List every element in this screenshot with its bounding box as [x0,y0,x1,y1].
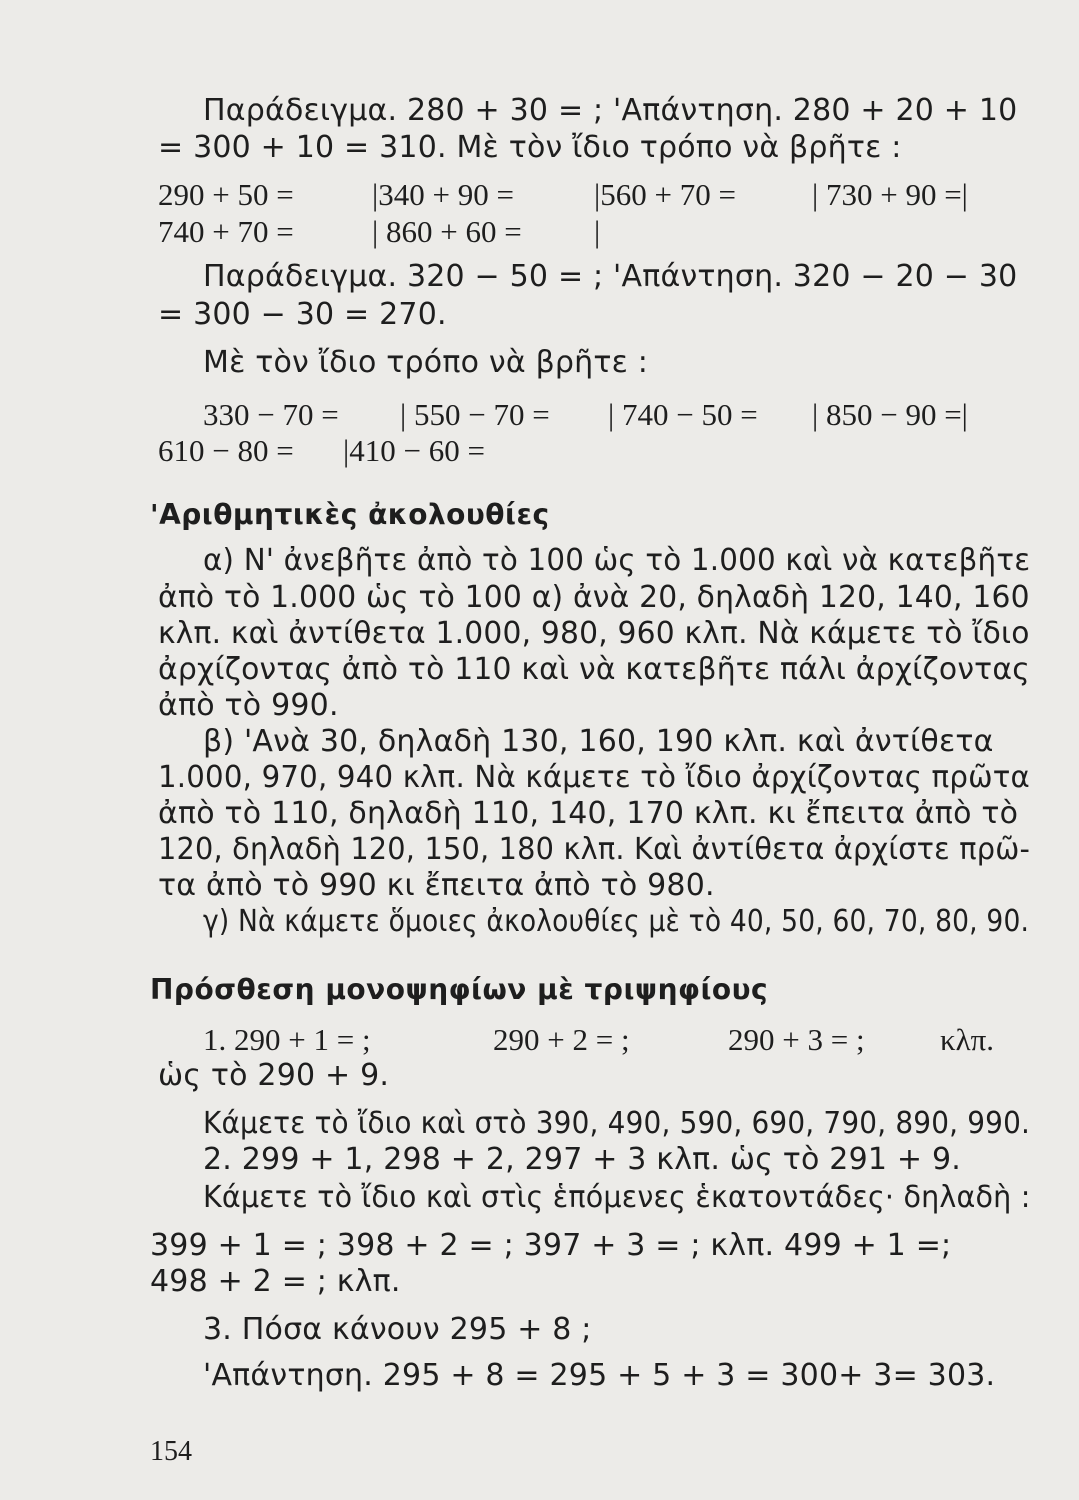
mono-row-1-c4: κλπ. [940,1022,995,1057]
seq-line-3: κλπ. καὶ ἀντίθετα 1.000, 980, 960 κλπ. Νὰ κάμετε τὸ ἴδιο [158,616,1030,651]
sequences-heading: 'Αριθμητικὲς ἀκολουθίες [150,498,550,531]
page-number: 154 [150,1436,192,1467]
seq-line-7: 1.000, 970, 940 κλπ. Νὰ κάμετε τὸ ἴδιο ἀρχίζοντας πρῶτα [158,760,1030,795]
ex-add-line-2: = 300 + 10 = 310. Μὲ τὸν ἴδιο τρόπο νὰ βρῆτε : [158,130,902,165]
ex-add-row-1-c3: |560 + 70 = [594,177,736,212]
seq-line-10: τα ἀπὸ τὸ 990 κι ἔπειτα ἀπὸ τὸ 980. [158,868,715,903]
ex-add-row-1-c1: 290 + 50 = [158,177,294,212]
mono-line-1: ὡς τὸ 290 + 9. [158,1058,390,1093]
mono-line-5: 399 + 1 = ; 398 + 2 = ; 397 + 3 = ; κλπ. 499 + 1 =; [150,1228,952,1263]
ex-sub-row-1-c4: | 850 − 90 =| [812,397,968,432]
ex-add-row-2-c3: | [594,214,601,249]
mono-line-8: 'Απάντηση. 295 + 8 = 295 + 5 + 3 = 300+ 3= 303. [203,1358,996,1393]
ex-sub-row-1-c2: | 550 − 70 = [400,397,550,432]
ex-add-line-1: Παράδειγμα. 280 + 30 = ; 'Απάντηση. 280 + 20 + 10 [203,93,1018,128]
seq-line-8: ἀπὸ τὸ 110, δηλαδὴ 110, 140, 170 κλπ. κι ἔπειτα ἀπὸ τὸ [158,796,1019,831]
mono-row-1-c3: 290 + 3 = ; [728,1022,865,1057]
ex-sub-line-2: = 300 − 30 = 270. [158,297,447,332]
ex-sub-line-3: Μὲ τὸν ἴδιο τρόπο νὰ βρῆτε : [203,345,649,380]
ex-sub-row-2-c2: |410 − 60 = [343,433,485,468]
mono-line-2: Κάμετε τὸ ἴδιο καὶ στὸ 390, 490, 590, 690, 790, 890, 990. [203,1106,1031,1141]
ex-sub-line-1: Παράδειγμα. 320 − 50 = ; 'Απάντηση. 320 − 20 − 30 [203,259,1018,294]
seq-line-6: β) 'Ανὰ 30, δηλαδὴ 130, 160, 190 κλπ. καὶ ἀντίθετα [203,724,994,759]
ex-sub-row-1-c3: | 740 − 50 = [608,397,758,432]
seq-line-1: α) Ν' ἀνεβῆτε ἀπὸ τὸ 100 ὡς τὸ 1.000 καὶ νὰ κατεβῆτε [203,543,1031,578]
ex-add-row-2-c2: | 860 + 60 = [372,214,522,249]
mono-line-3: 2. 299 + 1, 298 + 2, 297 + 3 κλπ. ὡς τὸ 291 + 9. [203,1142,961,1177]
seq-line-5: ἀπὸ τὸ 990. [158,688,339,723]
ex-add-row-2-c1: 740 + 70 = [158,214,294,249]
seq-line-4: ἀρχίζοντας ἀπὸ τὸ 110 καὶ νὰ κατεβῆτε πάλι ἀρχίζοντας [158,652,1030,687]
mono-line-7: 3. Πόσα κάνουν 295 + 8 ; [203,1312,592,1347]
mono-row-1-c1: 1. 290 + 1 = ; [203,1022,371,1057]
mono-row-1-c2: 290 + 2 = ; [493,1022,630,1057]
seq-line-11: γ) Νὰ κάμετε ὅμοιες ἀκολουθίες μὲ τὸ 40, 50, 60, 70, 80, 90. [203,904,1030,939]
ex-add-row-1-c2: |340 + 90 = [372,177,514,212]
seq-line-2: ἀπὸ τὸ 1.000 ὡς τὸ 100 α) ἀνὰ 20, δηλαδὴ 120, 140, 160 [158,580,1030,615]
ex-sub-row-1-c1: 330 − 70 = [203,397,339,432]
ex-sub-row-2-c1: 610 − 80 = [158,433,294,468]
ex-add-row-1-c4: | 730 + 90 =| [812,177,968,212]
mono-line-6: 498 + 2 = ; κλπ. [150,1264,401,1299]
mono-line-4: Κάμετε τὸ ἴδιο καὶ στὶς ἑπόμενες ἑκατοντάδες· δηλαδὴ : [203,1180,1031,1215]
seq-line-9: 120, δηλαδὴ 120, 150, 180 κλπ. Καὶ ἀντίθετα ἀρχίστε πρῶ- [158,832,1031,867]
mono-heading: Πρόσθεση μονοψηφίων μὲ τριψηφίους [150,973,769,1006]
